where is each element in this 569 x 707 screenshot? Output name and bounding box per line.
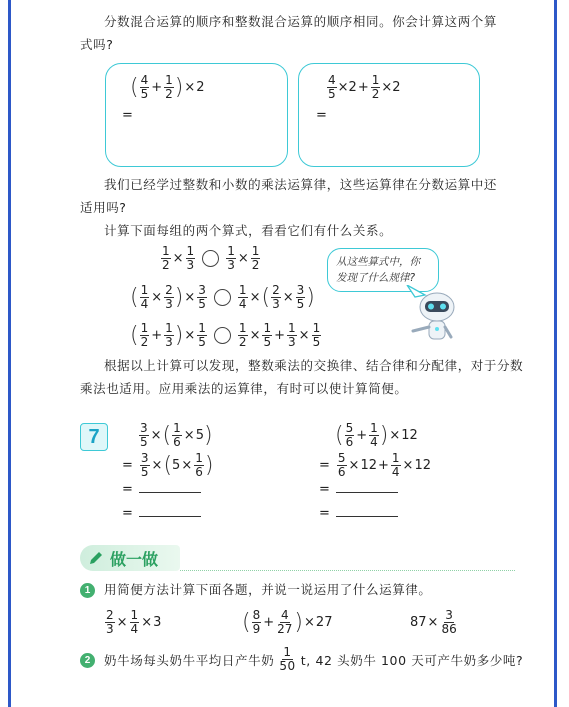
bubble-line-1: 从这些算式中，你 (336, 256, 420, 268)
answer-blank[interactable] (336, 482, 398, 493)
fraction: $\frac{4}{5}$ (140, 73, 149, 101)
intro-line-2: 式吗? (80, 37, 114, 52)
answer-blank[interactable] (139, 506, 201, 517)
question-1-text: 用简便方法计算下面各题，并说一说运用了什么运算律。 (104, 582, 432, 597)
para3-line-2: 乘法也适用。应用乘法的运算律，有时可以使计算简便。 (80, 381, 408, 396)
robot-icon (395, 285, 465, 345)
example-number-badge: 7 (80, 423, 108, 451)
para2-line-2: 适用吗? (80, 200, 127, 215)
question-2-badge: 2 (80, 653, 95, 668)
answer-blank[interactable] (336, 506, 398, 517)
para2-line-3: 计算下面每组的两个算式，看看它们有什么关系。 (104, 223, 393, 238)
example-left-expression: $\frac{3}{5}$ × ( $\frac{1}{6}$ × 5 ) (140, 421, 213, 449)
fraction: $\frac{4}{5}$ (328, 73, 336, 101)
intro-line-1: 分数混合运算的顺序和整数混合运算的顺序相同。你会计算这两个算 (104, 14, 498, 29)
bubble-line-2: 发现了什么规律? (336, 272, 416, 284)
fraction: $\frac{1}{2}$ (371, 73, 380, 101)
box2-expression: $\frac{4}{5}$ ×2 + $\frac{1}{2}$ ×2 (328, 73, 401, 101)
pencil-icon (88, 550, 104, 566)
box1-equals: = (122, 108, 133, 123)
compare-row-3: ( $\frac{1}{2}$ + $\frac{1}{3}$ ) × $\frac{1}{5}$ $\frac{1}{2}$ × $\frac{1}{5}$ + $\frac{1}{3}$ × $\frac{1}{5}$ (130, 321, 321, 349)
fraction: $\frac{1}{2}$ (165, 73, 173, 101)
example-right-step-1: = $\frac{5}{6}$ × 12 + $\frac{1}{4}$ × 12 (319, 451, 431, 479)
question-1-badge: 1 (80, 583, 95, 598)
compare-circle[interactable] (214, 289, 231, 306)
box2-equals: = (316, 108, 327, 123)
compare-circle[interactable] (202, 250, 219, 267)
compare-row-1: $\frac{1}{2}$ × $\frac{1}{3}$ $\frac{1}{3}$ × $\frac{1}{2}$ (162, 244, 260, 272)
practice-banner (80, 545, 180, 571)
example-right-step-3: = (319, 506, 398, 521)
example-right-step-2: = (319, 482, 398, 497)
example-right-expression: ( $\frac{5}{6}$ + $\frac{1}{4}$ ) × 12 (335, 421, 418, 449)
q1-expression-3: 87 × $\frac{3}{86}$ (410, 608, 457, 636)
para3-line-1: 根据以上计算可以发现，整数乘法的交换律、结合律和分配律，对于分数 (104, 358, 524, 373)
box1-expression: ( $\frac{4}{5}$ + $\frac{1}{2}$ ) × 2 (130, 73, 205, 101)
example-left-step-2: = (122, 482, 201, 497)
dotted-divider (180, 570, 515, 571)
example-left-step-3: = (122, 506, 201, 521)
answer-blank[interactable] (139, 482, 201, 493)
compare-circle[interactable] (214, 327, 231, 344)
q1-expression-1: $\frac{2}{3}$ × $\frac{1}{4}$ × 3 (106, 608, 162, 636)
q1-expression-2: ( $\frac{8}{9}$ + $\frac{4}{27}$ ) × 27 (242, 608, 333, 636)
para2-line-1: 我们已经学过整数和小数的乘法运算律，这些运算律在分数运算中还 (104, 177, 498, 192)
compare-row-2: ( $\frac{1}{4}$ × $\frac{2}{3}$ ) × $\frac{3}{5}$ $\frac{1}{4}$ × ( $\frac{2}{3}$ × $\frac{3}{5}$ ) (130, 283, 315, 311)
example-left-step-1: = $\frac{3}{5}$ × ( 5 × $\frac{1}{6}$ ) (122, 451, 214, 479)
practice-title: 做一做 (110, 549, 159, 569)
question-2-text: 奶牛场每头奶牛平均日产牛奶 $\frac{1}{50}$ t, 42 头奶牛 100 天可产牛奶多少吨? (104, 645, 524, 673)
